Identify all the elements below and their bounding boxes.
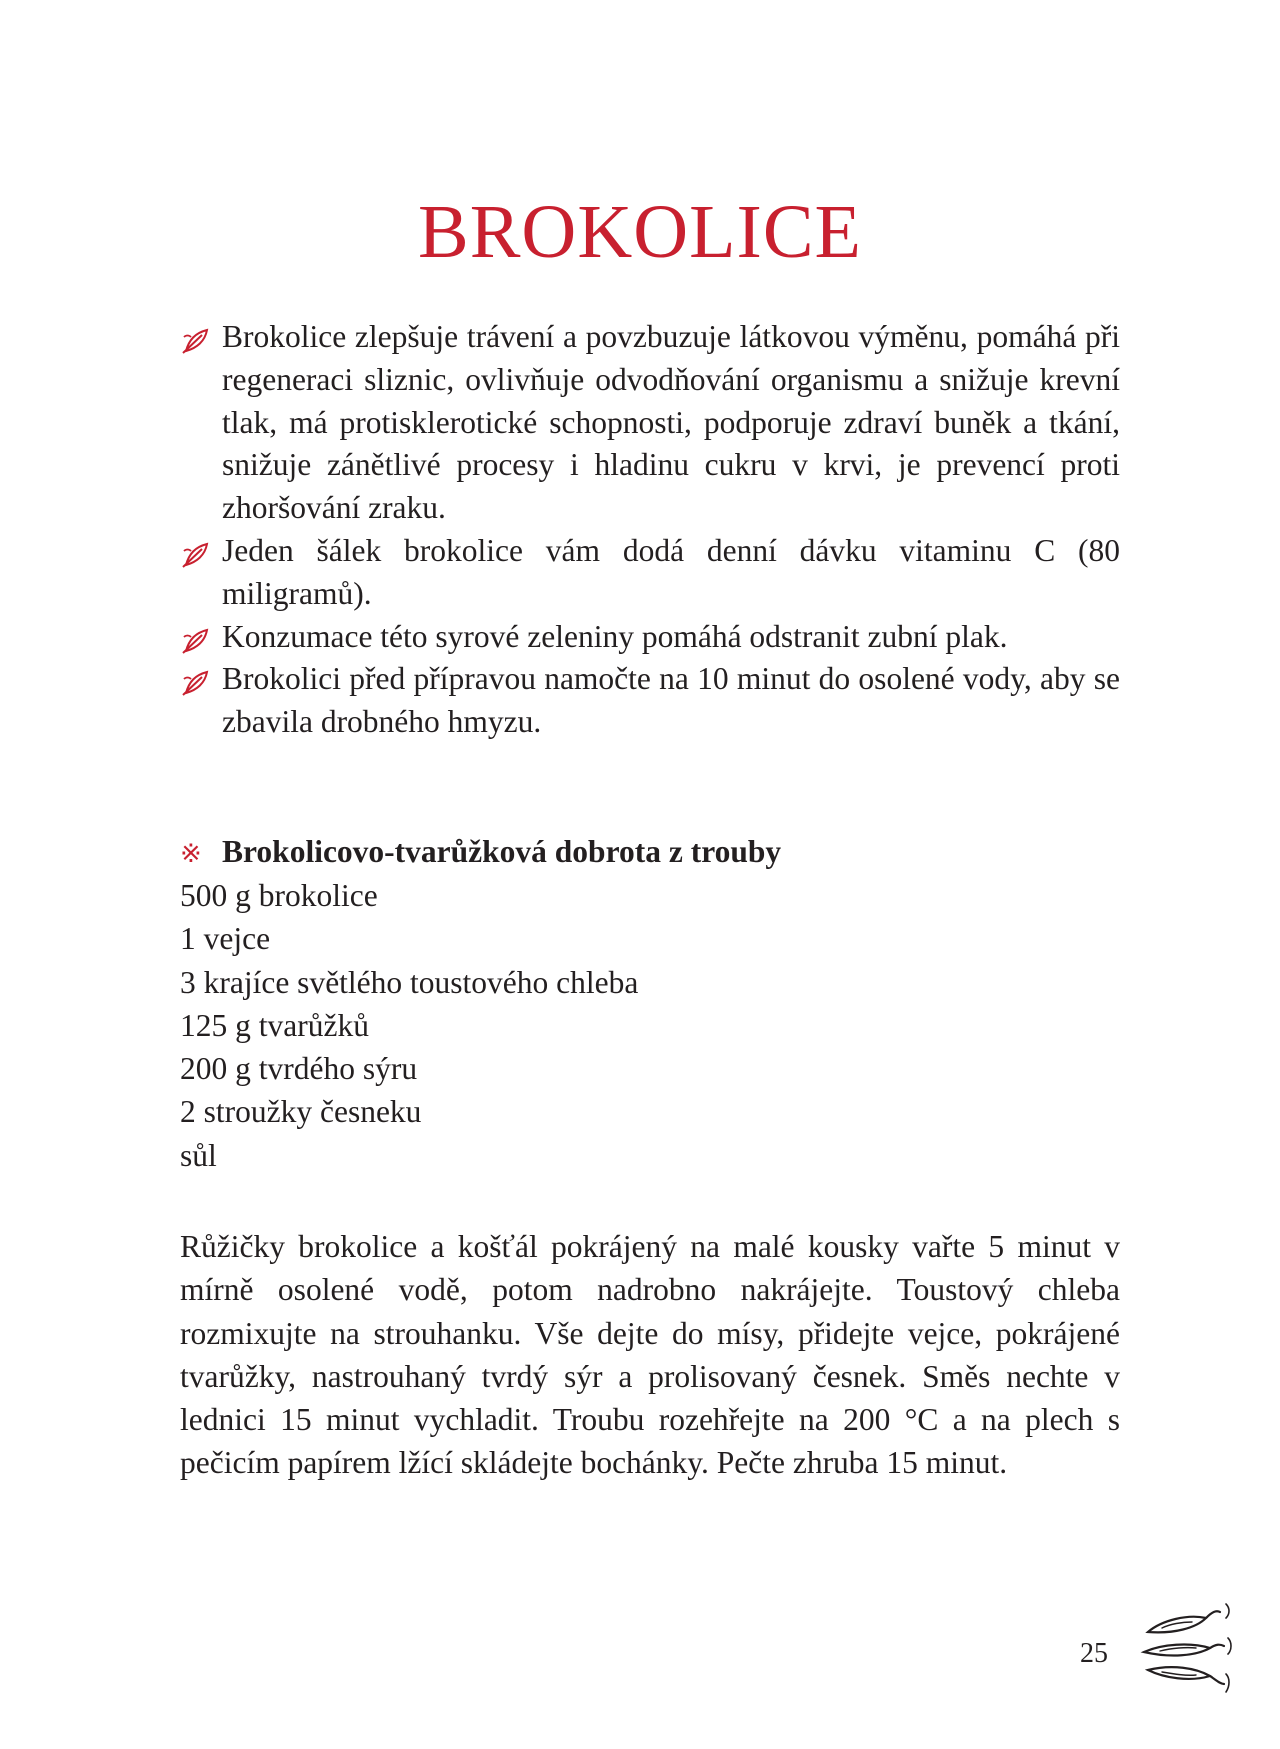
recipe-title (180, 830, 781, 876)
recipe-title-text: Brokolicovo-tvarůžková dobrota z trouby (222, 834, 782, 869)
reference-mark-icon: ※ (180, 839, 202, 869)
ingredients-list (180, 874, 638, 1177)
tip-item (180, 530, 1120, 616)
ingredient-item: 125 g tvarůžků (180, 1007, 369, 1043)
tip-item (180, 616, 1120, 659)
page-title: BROKOLICE (418, 190, 862, 274)
ingredient-item: 2 stroužky česneku (180, 1094, 422, 1130)
tips-list (180, 316, 1120, 744)
tip-item (180, 658, 1120, 744)
leaf-bullet-icon (180, 625, 210, 655)
ingredient-item: 200 g tvrdého sýru (180, 1051, 418, 1087)
ingredient-item: 500 g brokolice (180, 878, 378, 913)
ingredient-item: 1 vejce (180, 921, 271, 957)
leaf-bullet-icon (180, 539, 210, 569)
page-number: 25 (1080, 1638, 1108, 1669)
leaf-bullet-icon (180, 667, 210, 697)
tip-text: Brokolice zlepšuje trávení a povzbuzuje látkovou výměnu, pomáhá při regeneraci sliznic, ovlivňuje odvodňování organismu a snižuje krevní tlak, má protisklerotické schopnosti, podporuje zdraví buněk a tkání, snižuje zánětlivé procesy i hladinu cukru v krvi, je prevencí proti zhoršování zraku. (222, 319, 1120, 526)
chili-peppers-ornament-icon (1140, 1600, 1240, 1700)
ingredient-item: 3 krajíce světlého toustového chleba (180, 964, 639, 1000)
tip-text: Brokolici před přípravou namočte na 10 minut do osolené vody, aby se zbavila drobného hmyzu. (222, 661, 1120, 740)
recipe-instructions: Růžičky brokolice a košťál pokrájený na malé kousky vařte 5 minut v mírně osolené vodě, potom nadrobno nakrájejte. Toustový chleba rozmixujte na strouhanku. Vše dejte do mísy, přidejte vejce, pokrájené tvarůžky, nastrouhaný tvrdý sýr a prolisovaný česnek. Směs nechte v lednici 15 minut vychladit. Troubu rozehřejte na 200 °C a na plech s pečicím papírem lžící skládejte bochánky. Pečte zhruba 15 minut. (180, 1229, 1120, 1481)
tip-text: Konzumace této syrové zeleniny pomáhá odstranit zubní plak. (222, 618, 1008, 654)
tip-item (180, 316, 1120, 530)
tip-text: Jeden šálek brokolice vám dodá denní dávku vitaminu C (80 miligramů). (222, 532, 1120, 611)
leaf-bullet-icon (180, 325, 210, 355)
ingredient-item: sůl (180, 1137, 217, 1173)
